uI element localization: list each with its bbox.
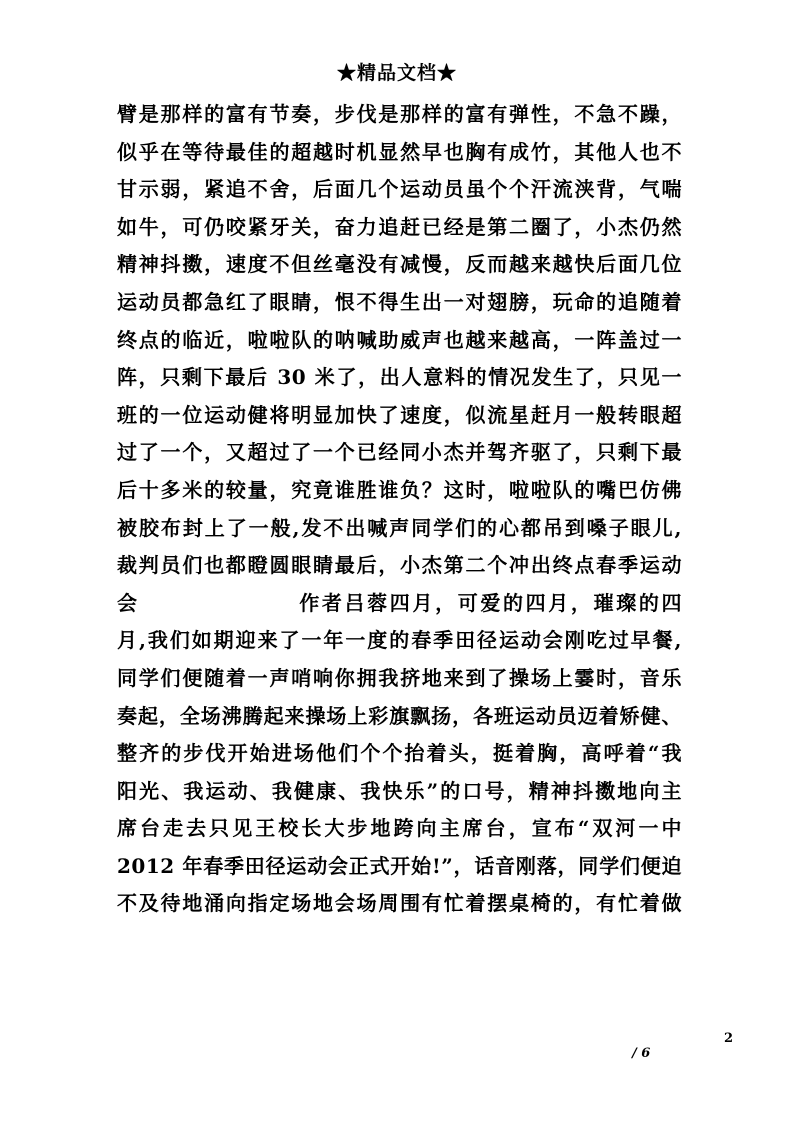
page-total: / 6 xyxy=(632,1046,651,1061)
text-line: 臂是那样的富有节奏，步伐是那样的富有弹性，不急不躁， xyxy=(117,102,682,126)
text-line: 同学们便随着一声哨响你拥我挤地来到了操场上霎时，音乐 xyxy=(117,665,682,690)
text-line: 后十多米的较量，究竟谁胜谁负？这时，啦啦队的嘴巴仿佛 xyxy=(117,477,682,502)
text-line: 会 作者吕蓉四月，可爱的四月，璀璨的四 xyxy=(117,590,682,615)
text-line: 精神抖擞，速度不但丝毫没有减慢，反而越来越快后面几位 xyxy=(117,252,682,277)
text-line: 班的一位运动健将明显加快了速度，似流星赶月一般转眼超 xyxy=(117,402,682,427)
text-line: 阵，只剩下最后 30 米了，出人意料的情况发生了，只见一 xyxy=(117,365,682,390)
text-line: 不及待地涌向指定场地会场周围有忙着摆桌椅的，有忙着做 xyxy=(117,891,682,916)
document-header: ★精品文档★ xyxy=(336,62,457,84)
text-line: 席台走去只见王校长大步地跨向主席台，宣布“双河一中 xyxy=(117,816,682,841)
text-line: 整齐的步伐开始进场他们个个抬着头，挺着胸，高呼着“我 xyxy=(117,741,682,766)
text-line: 奏起，全场沸腾起来操场上彩旗飘扬，各班运动员迈着矫健、 xyxy=(117,703,682,728)
text-line: 如牛，可仍咬紧牙关，奋力追赶已经是第二圈了，小杰仍然 xyxy=(117,214,682,239)
text-line: 运动员都急红了眼睛，恨不得生出一对翅膀，玩命的追随着 xyxy=(117,289,682,314)
text-line: 甘示弱，紧追不舍，后面几个运动员虽个个汗流浃背，气喘 xyxy=(117,177,682,202)
text-line: 似乎在等待最佳的超越时机显然早也胸有成竹，其他人也不 xyxy=(117,139,682,164)
text-line: 月,我们如期迎来了一年一度的春季田径运动会刚吃过早餐, xyxy=(117,628,682,653)
text-line: 过了一个，又超过了一个已经同小杰并驾齐驱了，只剩下最 xyxy=(117,440,682,465)
document-body xyxy=(117,96,682,923)
text-line: 阳光、我运动、我健康、我快乐”的口号，精神抖擞地向主 xyxy=(117,778,682,803)
text-line: 终点的临近，啦啦队的呐喊助威声也越来越高，一阵盖过一 xyxy=(117,327,682,352)
text-line: 2012 年春季田径运动会正式开始!”，话音刚落，同学们便迫 xyxy=(117,853,682,878)
text-line: 被胶布封上了一般,发不出喊声同学们的心都吊到嗓子眼儿, xyxy=(117,515,682,540)
text-line: 裁判员们也都瞪圆眼睛最后，小杰第二个冲出终点春季运动 xyxy=(117,553,682,578)
page-number: 2 xyxy=(724,1031,734,1046)
